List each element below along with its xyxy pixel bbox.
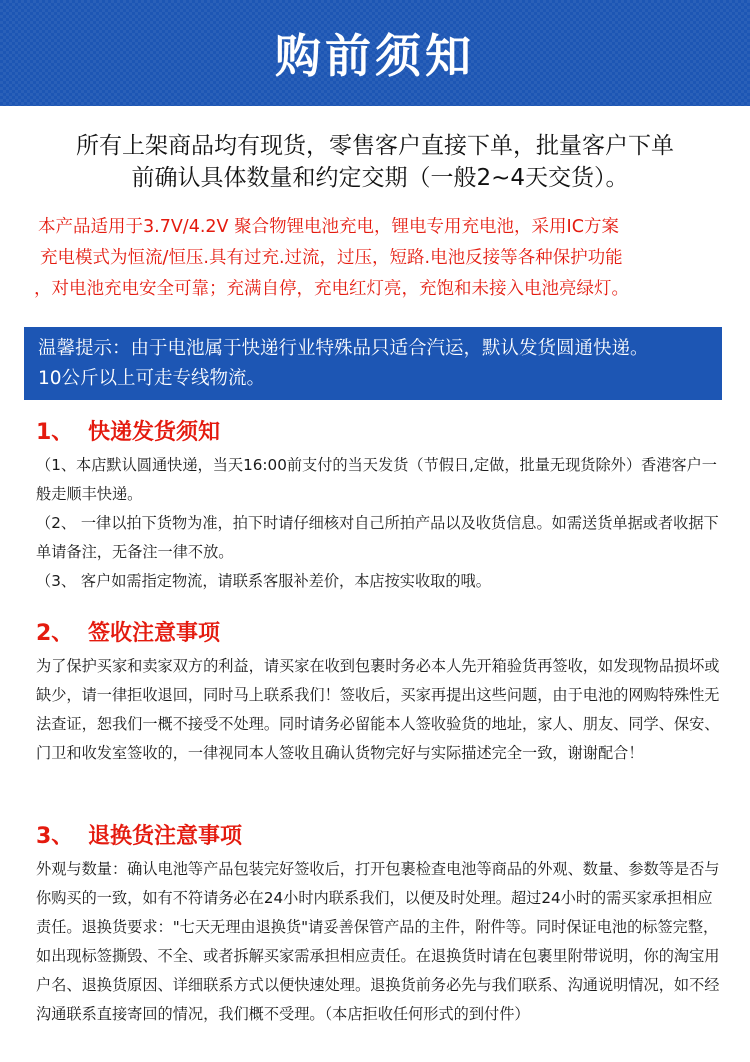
section-title: 签收注意事项 (88, 621, 221, 646)
section-number: 1、 (36, 420, 74, 445)
section-paragraph: 外观与数量：确认电池等产品包装完好签收后，打开包裹检查电池等商品的外观、数量、参数等是否与你购买的一致，如有不符请务必在24小时内联系我们，以便及时处理。超过24小时的需买家承担相应责任。退换货要求："七天无理由退换货"请妥善保管产品的主件，附件等。同时保证电池的标签完整，如出现标签撕毁、不全、或者拆解买家需承担相应责任。在退换货时请在包裹里附带说明，你的淘宝用户名、退换货原因、详细联系方式以便快速处理。退换货前务必先与我们联系、沟通说明情况，如不经沟通联系直接寄回的情况，我们概不受理。（本店拒收任何形式的到付件） (36, 860, 720, 1023)
product-notice (34, 212, 748, 305)
page-title: 购前须知 (275, 29, 475, 83)
section-heading (36, 419, 726, 447)
section-title: 快递发货须知 (88, 420, 221, 445)
section-paragraph: （3、 客户如需指定物流，请联系客服补差价，本店按实收取的哦。 (36, 572, 491, 590)
intro-line-2: 前确认具体数量和约定交期（一般2~4天交货）。 (131, 165, 629, 191)
tip-line-1: 温馨提示：由于电池属于快递行业特殊品只适合汽运，默认发货圆通快递。 (38, 338, 649, 359)
title-banner (0, 0, 750, 106)
intro-text (0, 130, 750, 194)
section-title: 退换货注意事项 (88, 824, 243, 849)
product-notice-line: 本产品适用于3.7V/4.2V 聚合物锂电池充电，锂电专用充电池，采用IC方案 (38, 217, 619, 237)
section-heading (36, 823, 726, 851)
section-receipt (36, 620, 726, 768)
section-paragraph: （1、本店默认圆通快递，当天16:00前支付的当天发货（节假日,定做，批量无现货除外）香港客户一般走顺丰快递。 (36, 456, 717, 503)
tip-box (24, 327, 722, 400)
section-paragraph: 为了保护买家和卖家双方的利益，请买家在收到包裹时务必本人先开箱验货再签收，如发现物品损坏或缺少，请一律拒收退回，同时马上联系我们！签收后，买家再提出这些问题，由于电池的网购特殊性无法查证，恕我们一概不接受不处理。同时请务必留能本人签收验货的地址，家人、朋友、同学、保安、门卫和收发室签收的，一律视同本人签收且确认货物完好与实际描述完全一致，谢谢配合！ (36, 657, 720, 762)
product-notice-line: 充电模式为恒流/恒压.具有过充.过流，过压，短路.电池反接等各种保护功能 (40, 248, 623, 268)
section-shipping (36, 419, 726, 596)
section-number: 2、 (36, 621, 74, 646)
intro-line-1: 所有上架商品均有现货，零售客户直接下单，批量客户下单 (76, 133, 674, 159)
product-notice-line: ，对电池充电安全可靠；充满自停，充电红灯亮，充饱和未接入电池亮绿灯。 (34, 279, 629, 299)
section-body (36, 652, 726, 768)
section-paragraph: （2、 一律以拍下货物为准，拍下时请仔细核对自己所拍产品以及收货信息。如需送货单据或者收据下单请备注，无备注一律不放。 (36, 514, 719, 561)
tip-line-2: 10公斤以上可走专线物流。 (38, 368, 266, 389)
section-body (36, 451, 726, 596)
section-number: 3、 (36, 824, 74, 849)
section-body (36, 855, 726, 1029)
section-heading (36, 620, 726, 648)
section-returns (36, 823, 726, 1029)
